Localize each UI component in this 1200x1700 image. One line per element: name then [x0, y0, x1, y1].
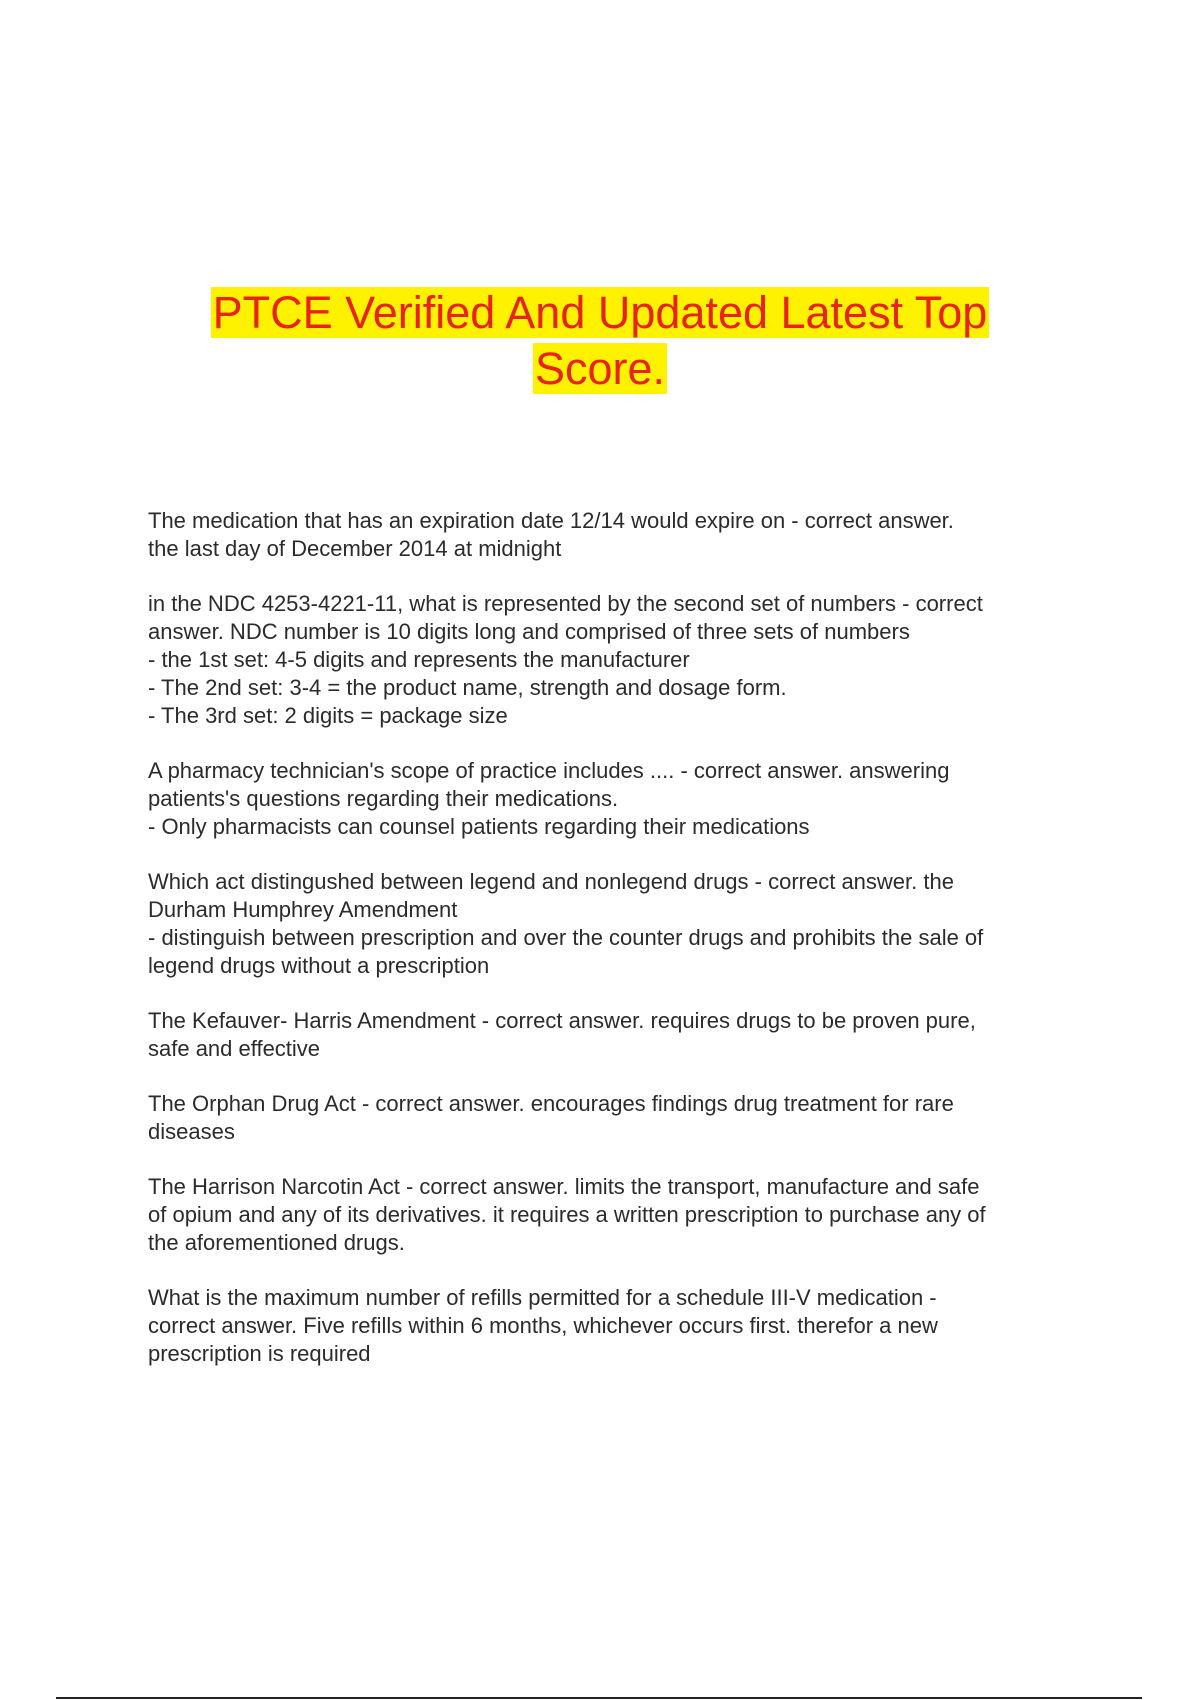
qa-list [148, 507, 1088, 1395]
qa-line: safe and effective [148, 1036, 321, 1061]
qa-entry-legend-drugs [148, 868, 1088, 980]
qa-line: of opium and any of its derivatives. it requires a written prescription to purchase any of [148, 1202, 986, 1227]
qa-line: The medication that has an expiration date 12/14 would expire on - correct answer. [148, 508, 954, 533]
qa-line: - The 2nd set: 3-4 = the product name, strength and dosage form. [148, 675, 787, 700]
qa-line: diseases [148, 1119, 235, 1144]
document-title [150, 285, 1050, 397]
qa-line: - The 3rd set: 2 digits = package size [148, 703, 508, 728]
qa-line: the last day of December 2014 at midnight [148, 536, 562, 561]
qa-line: the aforementioned drugs. [148, 1230, 405, 1255]
qa-entry-kefauver-harris [148, 1007, 1088, 1063]
qa-entry-ndc [148, 590, 1088, 730]
qa-line: prescription is required [148, 1341, 371, 1366]
title-highlight [211, 287, 990, 394]
qa-line: correct answer. Five refills within 6 months, whichever occurs first. therefor a new [148, 1313, 938, 1338]
qa-line: answer. NDC number is 10 digits long and comprised of three sets of numbers [148, 619, 910, 644]
qa-line: - the 1st set: 4-5 digits and represents the manufacturer [148, 647, 690, 672]
qa-line: The Kefauver- Harris Amendment - correct answer. requires drugs to be proven pure, [148, 1008, 976, 1033]
qa-line: legend drugs without a prescription [148, 953, 490, 978]
qa-line: patients's questions regarding their medications. [148, 786, 619, 811]
qa-line: The Orphan Drug Act - correct answer. encourages findings drug treatment for rare [148, 1091, 954, 1116]
qa-line: The Harrison Narcotin Act - correct answer. limits the transport, manufacture and safe [148, 1174, 980, 1199]
qa-line: A pharmacy technician's scope of practice includes .... - correct answer. answering [148, 758, 950, 783]
qa-line: - Only pharmacists can counsel patients regarding their medications [148, 814, 810, 839]
title-line-1: PTCE Verified And Updated Latest Top [212, 287, 988, 338]
qa-entry-scope-of-practice [148, 757, 1088, 841]
qa-line: in the NDC 4253-4221-11, what is represented by the second set of numbers - correct [148, 591, 983, 616]
qa-entry-expiration [148, 507, 1088, 563]
qa-entry-harrison-narcotic-act [148, 1173, 1088, 1257]
page-bottom-divider [56, 1697, 1142, 1699]
qa-entry-orphan-drug-act [148, 1090, 1088, 1146]
title-line-2: Score. [534, 343, 666, 394]
qa-line: Which act distingushed between legend and nonlegend drugs - correct answer. the [148, 869, 954, 894]
qa-line: Durham Humphrey Amendment [148, 897, 458, 922]
qa-line: - distinguish between prescription and over the counter drugs and prohibits the sale of [148, 925, 984, 950]
qa-entry-refills [148, 1284, 1088, 1368]
qa-line: What is the maximum number of refills permitted for a schedule III-V medication - [148, 1285, 937, 1310]
